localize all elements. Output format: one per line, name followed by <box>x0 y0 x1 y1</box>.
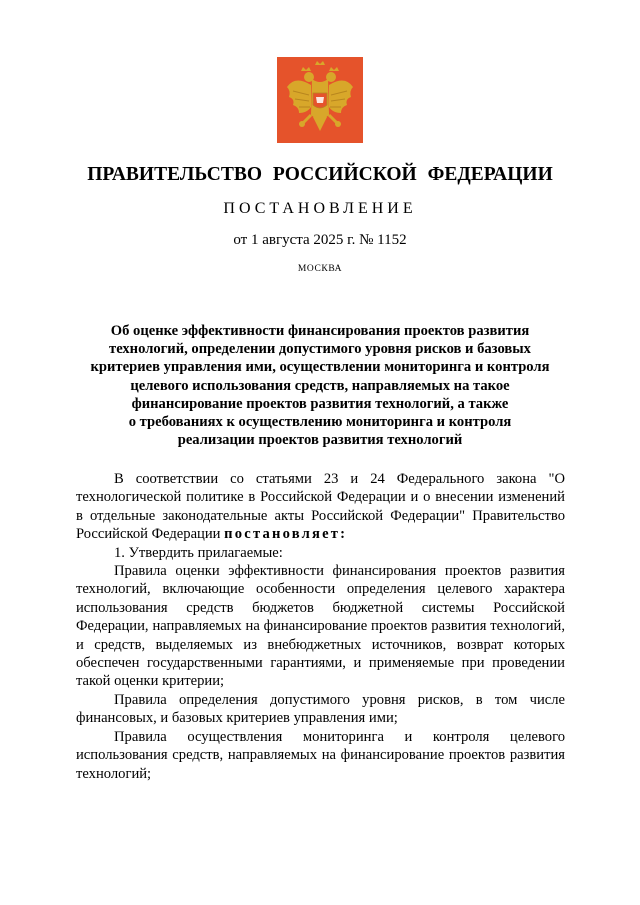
item-1-paragraph: 1. Утвердить прилагаемые: <box>114 544 283 561</box>
heading-line: о требованиях к осуществлению мониторинга и контроля <box>128 414 512 431</box>
coat-of-arms-icon <box>277 57 363 143</box>
government-title: ПРАВИТЕЛЬСТВО РОССИЙСКОЙ ФЕДЕРАЦИИ <box>87 164 553 185</box>
heading-line: реализации проектов развития технологий <box>177 432 463 449</box>
rule-2-paragraph: Правила определения допустимого уровня рисков, в том числе финансовых, и базовых критериев управления ими; <box>76 691 565 727</box>
document-heading <box>78 322 562 449</box>
document-body <box>76 470 565 783</box>
heading-line: Об оценке эффективности финансирования проектов развития <box>110 323 530 339</box>
heading-line: финансирование проектов развития технологий, а также <box>131 395 509 412</box>
preamble-text: В соответствии со статьями 23 и 24 Федерального закона "О технологической политике в Российской Федерации и о внесении изменений в отдельные законодательные акты Российской Федерации" Правительство Российской Федерации <box>76 471 565 543</box>
heading-line: критериев управления ими, осуществлении мониторинга и контроля <box>90 359 550 376</box>
document-date-number: от 1 августа 2025 г. № 1152 <box>233 232 407 248</box>
preamble-paragraph <box>76 470 565 544</box>
document-type: ПОСТАНОВЛЕНИЕ <box>223 200 417 217</box>
heading-line: целевого использования средств, направляемых на такое <box>130 377 510 394</box>
rule-3-paragraph: Правила осуществления мониторинга и контроля целевого использования средств, направляемых на финансирование проектов развития технологий; <box>76 728 565 782</box>
document-city: МОСКВА <box>297 264 343 274</box>
heading-line: технологий, определении допустимого уровня рисков и базовых <box>109 341 531 358</box>
decree-word: постановляет: <box>224 526 348 543</box>
rule-1-paragraph: Правила оценки эффективности финансирования проектов развития технологий, включающие особенности определения целевого характера использования средств бюджетов бюджетной системы Российской Федерации, направляемых на финансирование проектов развития технологий, и средств, выделяемых из внебюджетных источников, возврат которых обеспечен государственными гарантиями, и применяемые при проведении такой оценки критерии; <box>76 563 565 690</box>
